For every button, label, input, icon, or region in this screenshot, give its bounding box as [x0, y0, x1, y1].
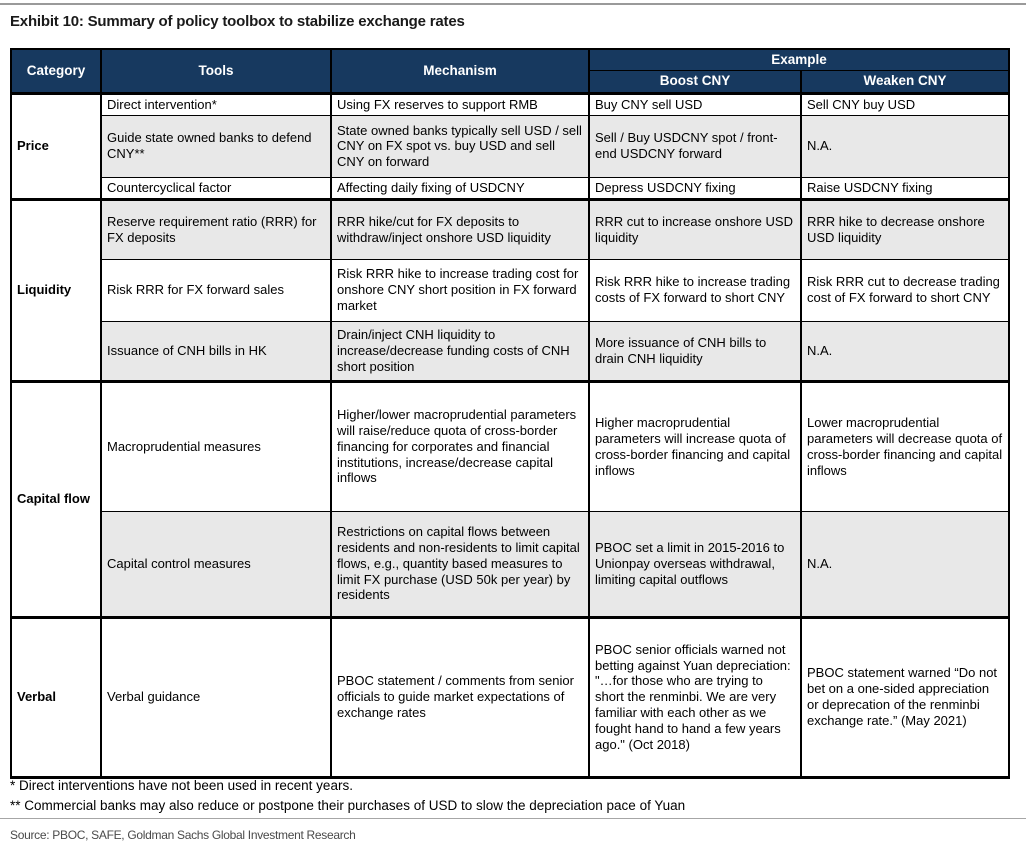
cell-mechanism: Restrictions on capital flows between residents and non-residents to limit capital flows, e.g., quantity based measures to limit FX purchase (USD 50k per year) by residents — [331, 511, 589, 617]
table-row — [11, 115, 1009, 177]
header-example: Example — [589, 49, 1009, 71]
cell-weaken: Raise USDCNY fixing — [801, 177, 1009, 199]
table-row — [11, 177, 1009, 199]
cell-boost: Buy CNY sell USD — [589, 93, 801, 115]
table-row — [11, 93, 1009, 115]
header-mechanism: Mechanism — [331, 49, 589, 93]
table-row — [11, 321, 1009, 381]
category-capital-flow: Capital flow — [11, 381, 101, 617]
table-row — [11, 381, 1009, 511]
cell-tools: Macroprudential measures — [101, 381, 331, 511]
header-category: Category — [11, 49, 101, 93]
cell-tools: Direct intervention* — [101, 93, 331, 115]
header-boost-cny: Boost CNY — [589, 71, 801, 93]
cell-mechanism: Drain/inject CNH liquidity to increase/decrease funding costs of CNH short position — [331, 321, 589, 381]
top-divider — [0, 3, 1026, 5]
table-row — [11, 511, 1009, 617]
cell-boost: PBOC senior officials warned not betting against Yuan depreciation: "…for those who are trying to short the renminbi. We are very familiar with each other as we fought hand to hand a few years ago." (Oct 2018) — [589, 617, 801, 777]
category-liquidity: Liquidity — [11, 199, 101, 381]
source-attribution: Source: PBOC, SAFE, Goldman Sachs Global Investment Research — [10, 828, 356, 842]
footnotes — [10, 776, 1010, 817]
footnote-2: ** Commercial banks may also reduce or postpone their purchases of USD to slow the depreciation pace of Yuan — [10, 798, 686, 814]
table-header — [11, 49, 1009, 93]
cell-tools: Reserve requirement ratio (RRR) for FX deposits — [101, 199, 331, 259]
cell-boost: More issuance of CNH bills to drain CNH liquidity — [589, 321, 801, 381]
table-row — [11, 617, 1009, 777]
cell-boost: Risk RRR hike to increase trading costs of FX forward to short CNY — [589, 259, 801, 321]
exhibit-title: Exhibit 10: Summary of policy toolbox to stabilize exchange rates — [10, 13, 465, 30]
cell-boost: Higher macroprudential parameters will increase quota of cross-border financing and capital inflows — [589, 381, 801, 511]
cell-weaken: PBOC statement warned “Do not bet on a one-sided appreciation or deprecation of the renminbi exchange rate.” (May 2021) — [801, 617, 1009, 777]
cell-tools: Risk RRR for FX forward sales — [101, 259, 331, 321]
table-row — [11, 259, 1009, 321]
cell-mechanism: State owned banks typically sell USD / sell CNY on FX spot vs. buy USD and sell CNY on forward — [331, 115, 589, 177]
cell-tools: Capital control measures — [101, 511, 331, 617]
cell-mechanism: RRR hike/cut for FX deposits to withdraw/inject onshore USD liquidity — [331, 199, 589, 259]
cell-weaken: RRR hike to decrease onshore USD liquidity — [801, 199, 1009, 259]
cell-weaken: Lower macroprudential parameters will decrease quota of cross-border financing and capital inflows — [801, 381, 1009, 511]
cell-mechanism: Using FX reserves to support RMB — [331, 93, 589, 115]
cell-boost: RRR cut to increase onshore USD liquidity — [589, 199, 801, 259]
cell-mechanism: Higher/lower macroprudential parameters will raise/reduce quota of cross-border financing for corporates and financial institutions, increase/decrease capital inflows — [331, 381, 589, 511]
cell-tools: Verbal guidance — [101, 617, 331, 777]
cell-mechanism: Affecting daily fixing of USDCNY — [331, 177, 589, 199]
cell-boost: PBOC set a limit in 2015-2016 to Unionpay overseas withdrawal, limiting capital outflows — [589, 511, 801, 617]
cell-boost: Sell / Buy USDCNY spot / front-end USDCNY forward — [589, 115, 801, 177]
policy-toolbox-table — [10, 48, 1010, 779]
category-verbal: Verbal — [11, 617, 101, 777]
cell-weaken: Sell CNY buy USD — [801, 93, 1009, 115]
cell-weaken: Risk RRR cut to decrease trading cost of FX forward to short CNY — [801, 259, 1009, 321]
cell-tools: Issuance of CNH bills in HK — [101, 321, 331, 381]
cell-weaken: N.A. — [801, 115, 1009, 177]
cell-mechanism: PBOC statement / comments from senior officials to guide market expectations of exchange rates — [331, 617, 589, 777]
table-row — [11, 199, 1009, 259]
cell-tools: Guide state owned banks to defend CNY** — [101, 115, 331, 177]
cell-weaken: N.A. — [801, 321, 1009, 381]
category-price: Price — [11, 93, 101, 199]
header-weaken-cny: Weaken CNY — [801, 71, 1009, 93]
footnote-1: * Direct interventions have not been used in recent years. — [10, 778, 353, 793]
source-divider — [0, 818, 1026, 819]
cell-boost: Depress USDCNY fixing — [589, 177, 801, 199]
cell-mechanism: Risk RRR hike to increase trading cost for onshore CNY short position in FX forward market — [331, 259, 589, 321]
header-tools: Tools — [101, 49, 331, 93]
cell-tools: Countercyclical factor — [101, 177, 331, 199]
cell-weaken: N.A. — [801, 511, 1009, 617]
